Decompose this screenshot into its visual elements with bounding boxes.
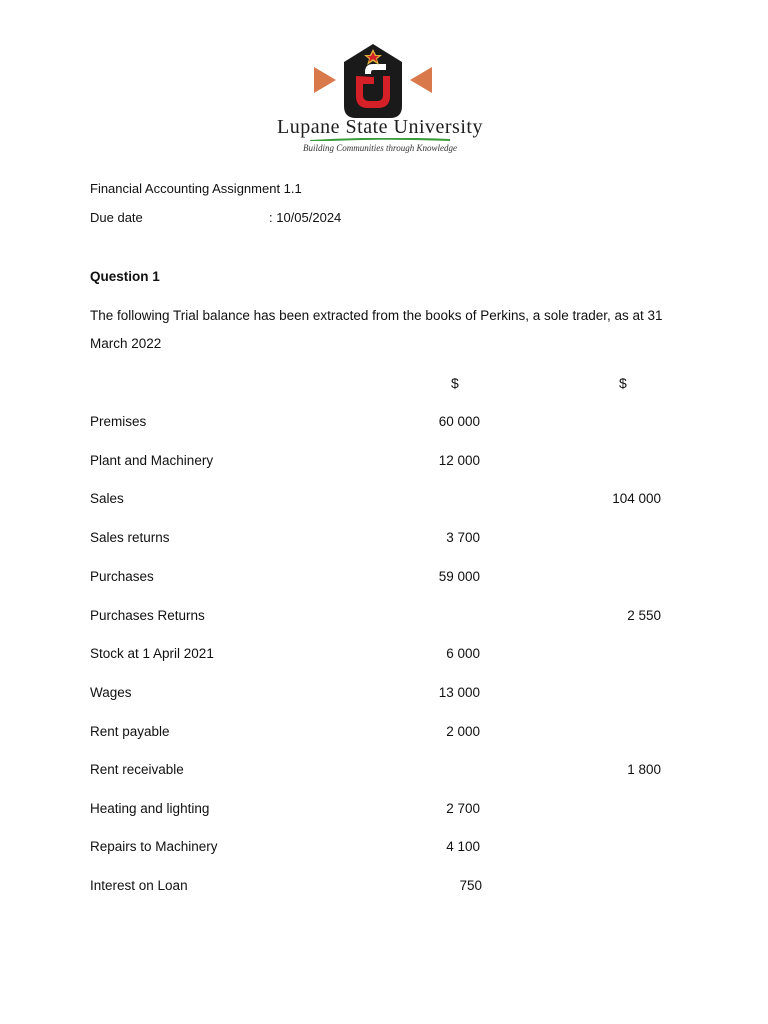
- account-name: Sales: [90, 491, 124, 506]
- credit-amount: 104 000: [612, 491, 661, 506]
- debit-amount: 3 700: [446, 530, 480, 545]
- university-tagline: Building Communities through Knowledge: [303, 143, 457, 153]
- account-name: Heating and lighting: [90, 801, 210, 816]
- debit-amount: 750: [459, 878, 482, 893]
- table-row: [0, 530, 768, 548]
- account-name: Stock at 1 April 2021: [90, 646, 214, 661]
- account-name: Premises: [90, 414, 147, 429]
- account-name: Interest on Loan: [90, 878, 188, 893]
- account-name: Rent receivable: [90, 762, 184, 777]
- table-row: [0, 685, 768, 703]
- debit-amount: 2 000: [446, 724, 480, 739]
- credit-amount: 1 800: [627, 762, 661, 777]
- credit-column-header: $: [619, 375, 627, 391]
- account-name: Wages: [90, 685, 132, 700]
- debit-amount: 12 000: [438, 453, 480, 468]
- university-name: Lupane State University: [277, 116, 483, 138]
- account-name: Purchases: [90, 569, 154, 584]
- due-date-value: : 10/05/2024: [269, 210, 342, 225]
- credit-amount: 2 550: [627, 608, 661, 623]
- table-row: [0, 839, 768, 857]
- debit-amount: 13 000: [438, 685, 480, 700]
- table-row: [0, 491, 768, 509]
- assignment-title: Financial Accounting Assignment 1.1: [90, 181, 302, 196]
- table-row: [0, 608, 768, 626]
- account-name: Sales returns: [90, 530, 170, 545]
- due-date-label: Due date: [90, 210, 143, 225]
- table-row: [0, 724, 768, 742]
- account-name: Plant and Machinery: [90, 453, 214, 468]
- table-row: [0, 453, 768, 471]
- debit-amount: 59 000: [438, 569, 480, 584]
- table-row: [0, 414, 768, 432]
- lsu-emblem-icon: [240, 40, 520, 120]
- debit-amount: 4 100: [446, 839, 480, 854]
- debit-amount: 6 000: [446, 646, 480, 661]
- table-row: [0, 646, 768, 664]
- table-row: [0, 569, 768, 587]
- debit-amount: 2 700: [446, 801, 480, 816]
- question-intro-line-1: The following Trial balance has been extracted from the books of Perkins, a sole trader, as at 31: [90, 308, 663, 323]
- debit-amount: 60 000: [438, 414, 480, 429]
- table-row: [0, 878, 768, 896]
- table-row: [0, 801, 768, 819]
- debit-column-header: $: [451, 375, 459, 391]
- university-logo: [240, 40, 520, 158]
- account-name: Repairs to Machinery: [90, 839, 218, 854]
- account-name: Purchases Returns: [90, 608, 205, 623]
- account-name: Rent payable: [90, 724, 170, 739]
- question-intro-line-2: March 2022: [90, 336, 162, 351]
- question-heading: Question 1: [90, 269, 160, 284]
- table-row: [0, 762, 768, 780]
